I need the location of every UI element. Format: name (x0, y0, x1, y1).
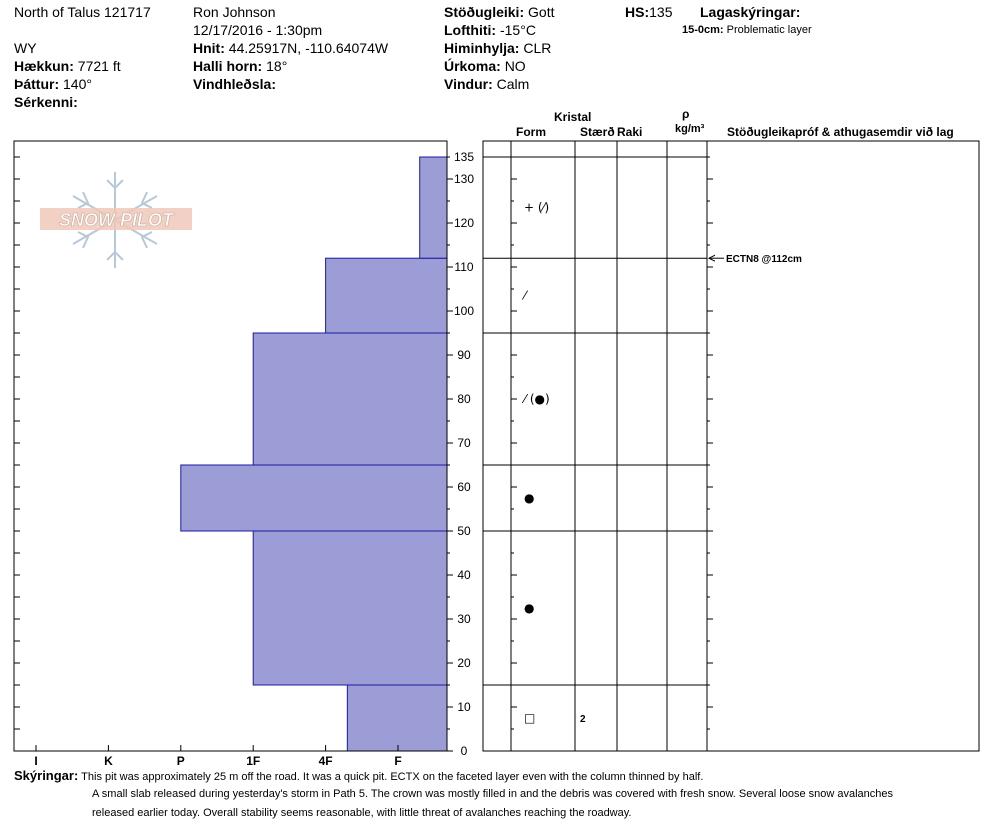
notes-line-3: released earlier today. Overall stability seems reasonable, with little threat of avalanches reaching the roadway. (92, 807, 632, 819)
grain-form-symbol: □ (524, 711, 536, 725)
state: WY (14, 40, 37, 56)
y-tick-label: 60 (457, 480, 471, 494)
slope-value: 18° (266, 58, 288, 74)
grain-form-symbol: + (⁄) (524, 200, 550, 215)
density-unit-header: kg/m³ (675, 123, 705, 135)
precip-value: NO (504, 58, 526, 74)
notes-line-1: This pit was approximately 25 m off the road. It was a quick pit. ECTX on the faceted layer even with the column thinned by half. (81, 771, 704, 783)
grain-form-symbol: ⁄ (●) (524, 392, 550, 406)
hs-value: 135 (649, 4, 673, 20)
notes-label: Skýringar: (14, 768, 79, 783)
stability-value: Gott (528, 4, 555, 20)
stability-test-label: ECTN8 @112cm (726, 254, 802, 266)
aspect-value: 140° (63, 76, 92, 92)
features-label: Sérkenni: (14, 94, 78, 110)
hardness-bar (181, 465, 447, 531)
elevation-value: 7721 ft (77, 58, 121, 74)
coords-label: Hnit: (193, 40, 225, 56)
legend-range: 15-0cm: (682, 24, 724, 36)
sky-label: Himinhylja: (444, 40, 520, 56)
notes-block (14, 766, 703, 787)
y-tick-label: 70 (457, 436, 471, 450)
air-temp-value: -15°C (499, 22, 536, 38)
wind-label: Vindur: (444, 76, 493, 92)
legend-title: Lagaskýringar: (700, 4, 801, 20)
y-tick-label: 110 (454, 260, 474, 274)
observer: Ron Johnson (193, 4, 276, 20)
grain-form-symbol: ● (524, 491, 535, 505)
snowpilot-logo (40, 172, 192, 268)
y-tick-label: 20 (457, 656, 471, 670)
y-tick-label: 40 (457, 568, 471, 582)
coords-value: 44.25917N, -110.64074W (228, 40, 389, 56)
elevation-label: Hækkun: (14, 58, 74, 74)
y-tick-label: 10 (457, 700, 471, 714)
layer-table-frame (483, 141, 979, 751)
x-tick-label: K (104, 754, 113, 768)
logo-text: SNOW PILOT (59, 210, 173, 230)
hardness-bar (253, 531, 447, 685)
stability-tests-header: Stöðugleikapróf & athugasemdir við lag (727, 125, 954, 139)
grain-size-value: 2 (580, 714, 586, 725)
legend-text: Problematic layer (726, 24, 812, 36)
rho-header: ρ (682, 107, 690, 121)
hs-label: HS: (625, 4, 650, 20)
hardness-bar (347, 685, 447, 751)
hardness-bar (253, 333, 447, 465)
x-tick-label: 4F (318, 754, 333, 768)
notes-line-2: A small slab released during yesterday's storm in Path 5. The crown was mostly filled in and the debris was covered with fresh snow. Several loose snow avalanches (92, 788, 894, 800)
size-header: Stærð (580, 125, 615, 139)
location-name: North of Talus 121717 (14, 4, 151, 20)
y-tick-label: 30 (457, 612, 471, 626)
y-tick-label: 130 (453, 172, 475, 186)
y-tick-label: 100 (453, 304, 475, 318)
precip-label: Úrkoma: (444, 58, 501, 74)
slope-label: Halli horn: (193, 58, 263, 74)
datetime: 12/17/2016 - 1:30pm (193, 22, 323, 38)
y-tick-label: 120 (453, 216, 475, 230)
y-tick-label: 0 (460, 744, 468, 758)
y-tick-label: 50 (457, 524, 471, 538)
grain-form-symbol: ● (524, 601, 535, 615)
air-temp-label: Lofthiti: (444, 22, 497, 38)
x-tick-label: I (34, 754, 38, 768)
y-tick-label: 135 (453, 150, 475, 164)
crystal-header: Kristal (554, 110, 592, 124)
wind-loading-label: Vindhleðsla: (193, 76, 276, 92)
grain-form-symbol: ⁄ (524, 288, 527, 303)
x-tick-label: 1F (246, 754, 261, 768)
x-tick-label: P (176, 754, 185, 768)
hardness-bar (420, 157, 447, 258)
x-tick-label: F (394, 754, 402, 768)
moisture-header: Raki (617, 125, 643, 139)
aspect-label: Þáttur: (14, 76, 60, 92)
sky-value: CLR (523, 40, 552, 56)
y-tick-label: 90 (457, 348, 471, 362)
y-tick-label: 80 (457, 392, 471, 406)
stability-label: Stöðugleiki: (444, 4, 525, 20)
wind-value: Calm (496, 76, 530, 92)
hardness-bar (326, 258, 447, 333)
form-header: Form (516, 125, 546, 139)
